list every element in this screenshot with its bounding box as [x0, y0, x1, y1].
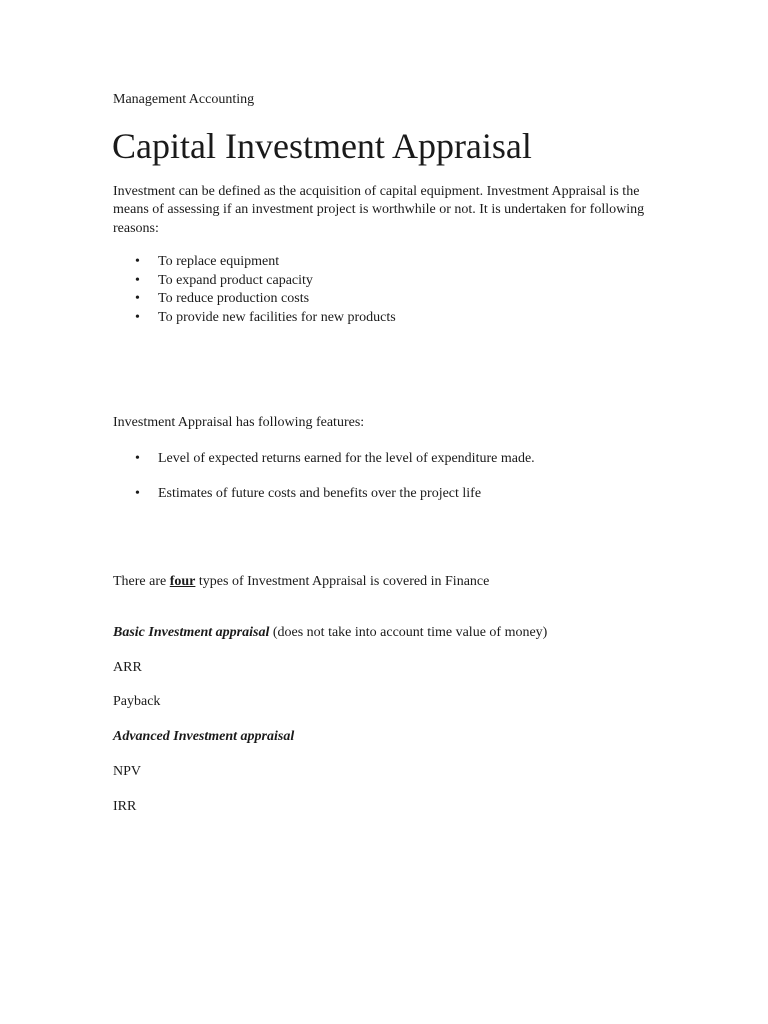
- list-item: [113, 450, 535, 469]
- subject-heading: Management Accounting: [113, 92, 255, 107]
- bullet-icon: •: [135, 310, 140, 326]
- list-item: [113, 253, 396, 272]
- bullet-icon: •: [135, 272, 140, 288]
- method-arr: ARR: [113, 660, 142, 675]
- intro-paragraph: Investment can be defined as the acquisition of capital equipment. Investment Appraisal is the means of assessing if an investment project is worthwhile or not. It is undertaken for following reasons:: [113, 184, 645, 236]
- types-sentence: [113, 573, 489, 591]
- list-item: [113, 290, 396, 309]
- types-sentence-end: types of Investment Appraisal is covered in Finance: [195, 574, 490, 589]
- bullet-icon: •: [135, 291, 140, 307]
- features-list: [113, 450, 535, 520]
- types-count-emphasis: four: [169, 574, 196, 589]
- basic-appraisal-heading: [113, 624, 547, 642]
- method-npv: NPV: [113, 764, 142, 779]
- list-item-text: To provide new facilities for new products: [158, 310, 396, 326]
- list-item-text: To reduce production costs: [158, 291, 310, 307]
- list-item: [113, 309, 396, 328]
- bullet-icon: •: [135, 486, 140, 502]
- basic-appraisal-label: Basic Investment appraisal: [113, 625, 270, 640]
- method-irr: IRR: [113, 799, 137, 814]
- list-item-text: To replace equipment: [158, 254, 280, 269]
- list-item: [113, 272, 396, 291]
- list-item-text: Estimates of future costs and benefits over the project life: [158, 486, 482, 502]
- list-item-text: Level of expected returns earned for the level of expenditure made.: [158, 451, 535, 466]
- reasons-list: [113, 253, 396, 328]
- method-payback: Payback: [113, 694, 161, 709]
- page-title: Capital Investment Appraisal: [112, 126, 532, 166]
- list-item-text: To expand product capacity: [158, 272, 313, 288]
- advanced-appraisal-heading: Advanced Investment appraisal: [113, 729, 295, 744]
- features-heading: Investment Appraisal has following features:: [113, 415, 365, 430]
- types-sentence-start: There are: [113, 574, 170, 589]
- list-item: [113, 485, 535, 504]
- basic-appraisal-note: (does not take into account time value of money): [269, 625, 548, 640]
- bullet-icon: •: [135, 451, 140, 466]
- bullet-icon: •: [135, 254, 140, 269]
